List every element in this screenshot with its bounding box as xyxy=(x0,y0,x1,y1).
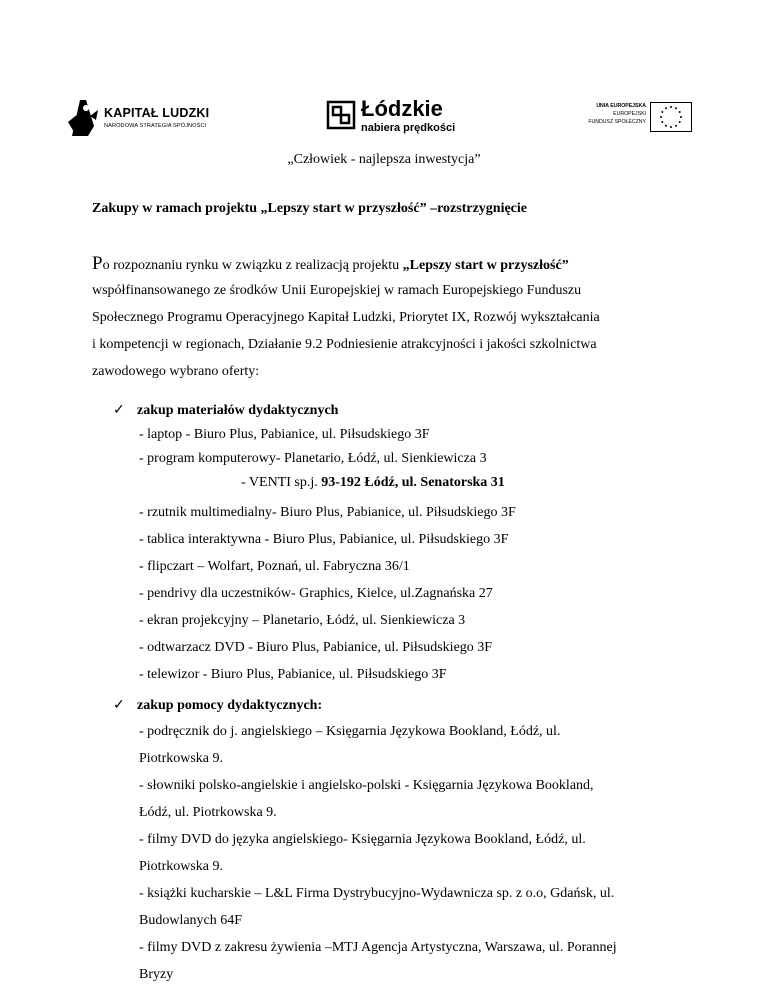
section-materials xyxy=(113,399,713,688)
list-item: Budowlanych 64F xyxy=(139,913,243,928)
kapital-ludzki-title: KAPITAŁ LUDZKI xyxy=(104,106,210,120)
eu-line3: FUNDUSZ SPOŁECZNY xyxy=(588,119,646,125)
list-item: - flipczart – Wolfart, Poznań, ul. Fabryczna 36/1 xyxy=(139,559,410,574)
lodzkie-tagline: nabiera prędkości xyxy=(361,122,456,134)
intro-line-1 xyxy=(92,250,712,277)
checkmark-icon: ✓ xyxy=(113,698,125,713)
list-item: - filmy DVD do języka angielskiego- Księgarnia Językowa Bookland, Łódź, ul. xyxy=(139,832,586,847)
intro-line-4: i kompetencji w regionach, Działanie 9.2 Podniesienie atrakcyjności i jakości szkolnictwa xyxy=(92,337,597,352)
section-materials-list xyxy=(139,423,713,688)
section-materials-header xyxy=(113,399,713,423)
list-item: - ekran projekcyjny – Planetario, Łódź, ul. Sienkiewicza 3 xyxy=(139,613,466,628)
motto: „Człowiek - najlepsza inwestycja” xyxy=(287,152,481,167)
kapital-ludzki-subtitle: NARODOWA STRATEGIA SPÓJNOŚCI xyxy=(104,123,207,129)
eu-line2: EUROPEJSKI xyxy=(613,111,646,117)
list-item: Bryzy xyxy=(139,967,174,982)
list-item: - filmy DVD z zakresu żywienia –MTJ Agencja Artystyczna, Warszawa, ul. Porannej xyxy=(139,940,617,955)
list-item: - pendrivy dla uczestników- Graphics, Kielce, ul.Zagnańska 27 xyxy=(139,586,493,601)
lodzkie-name: Łódzkie xyxy=(361,96,443,121)
eu-line1: UNIA EUROPEJSKA xyxy=(596,103,646,109)
list-item: - laptop - Biuro Plus, Pabianice, ul. Piłsudskiego 3F xyxy=(139,427,430,442)
eu-text xyxy=(588,102,646,126)
intro-line-1-text: o rozpoznaniu rynku w związku z realizacją projektu xyxy=(102,258,403,273)
eu-flag-icon xyxy=(650,102,692,132)
checkmark-icon: ✓ xyxy=(113,403,125,418)
list-item: - rzutnik multimedialny- Biuro Plus, Pabianice, ul. Piłsudskiego 3F xyxy=(139,505,516,520)
section-materials-title: zakup materiałów dydaktycznych xyxy=(137,403,339,418)
list-item: - książki kucharskie – L&L Firma Dystrybucyjno-Wydawnicza sp. z o.o, Gdańsk, ul. xyxy=(139,886,615,901)
list-item: - telewizor - Biuro Plus, Pabianice, ul. Piłsudskiego 3F xyxy=(139,667,447,682)
list-item: Łódź, ul. Piotrkowska 9. xyxy=(139,805,277,820)
section-teaching-aids-header xyxy=(113,694,713,718)
lodzkie-emblem-icon xyxy=(326,100,356,130)
section-teaching-aids-title: zakup pomocy dydaktycznych: xyxy=(137,698,323,713)
list-item: - program komputerowy- Planetario, Łódź, ul. Sienkiewicza 3 xyxy=(139,451,487,466)
section-teaching-aids-list xyxy=(139,718,713,988)
kapital-ludzki-emblem-icon xyxy=(66,96,100,140)
venti-address: 93-192 Łódź, ul. Senatorska 31 xyxy=(321,475,505,490)
intro-line-5: zawodowego wybrano oferty: xyxy=(92,364,260,379)
logos-header xyxy=(0,96,768,146)
list-item: - podręcznik do j. angielskiego – Księgarnia Językowa Bookland, Łódź, ul. xyxy=(139,724,561,739)
list-item: Piotrkowska 9. xyxy=(139,859,223,874)
intro-line-2: współfinansowanego ze środków Unii Europejskiej w ramach Europejskiego Funduszu xyxy=(92,283,582,298)
venti-text: - VENTI sp.j. xyxy=(241,475,322,490)
intro-line-3: Społecznego Programu Operacyjnego Kapitał Ludzki, Priorytet IX, Rozwój wykształcania xyxy=(92,310,600,325)
section-teaching-aids xyxy=(113,694,713,988)
list-item: - słowniki polsko-angielskie i angielsko-polski - Księgarnia Językowa Bookland, xyxy=(139,778,594,793)
intro-initial: P xyxy=(92,253,103,274)
lodzkie-logo xyxy=(326,96,466,140)
eu-logo xyxy=(588,102,692,134)
page-title: Zakupy w ramach projektu „Lepszy start w przyszłość” –rozstrzygnięcie xyxy=(92,201,527,216)
list-item: Piotrkowska 9. xyxy=(139,751,223,766)
kapital-ludzki-logo xyxy=(66,96,216,142)
intro-paragraph xyxy=(92,250,712,385)
list-item: - odtwarzacz DVD - Biuro Plus, Pabianice, ul. Piłsudskiego 3F xyxy=(139,640,493,655)
list-item xyxy=(139,471,713,495)
list-item: - tablica interaktywna - Biuro Plus, Pabianice, ul. Piłsudskiego 3F xyxy=(139,532,509,547)
project-name: „Lepszy start w przyszłość” xyxy=(402,258,569,273)
